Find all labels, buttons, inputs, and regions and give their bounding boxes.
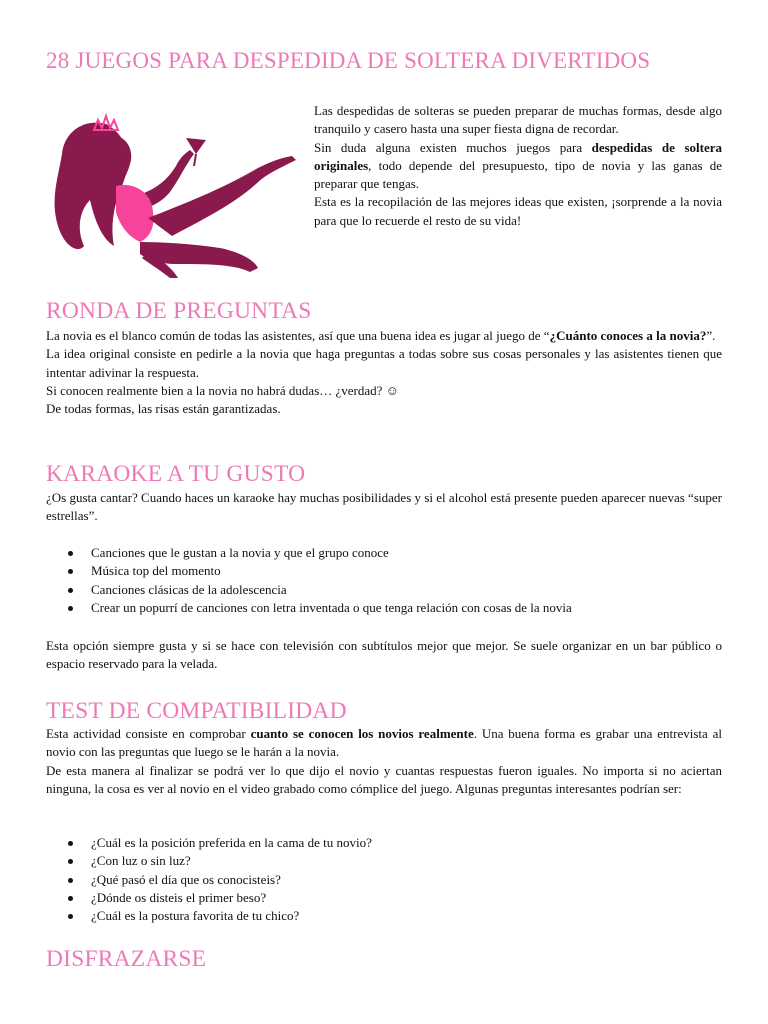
- test-questions-list: [46, 834, 722, 925]
- intro-text: [314, 102, 722, 230]
- list-item: Música top del momento: [46, 562, 722, 580]
- karaoke-list: [46, 544, 722, 617]
- section-heading-test: TEST DE COMPATIBILIDAD: [46, 698, 347, 724]
- section-heading-ronda: RONDA DE PREGUNTAS: [46, 298, 312, 324]
- list-item: ¿Qué pasó el día que os conocisteis?: [46, 871, 722, 889]
- text-run: ”.: [706, 328, 716, 343]
- bold-text: ¿Cuánto conoces a la novia?: [549, 328, 707, 343]
- paragraph: Esta opción siempre gusta y si se hace con televisión con subtítulos mejor que mejor. Se suele organizar en un bar público o espacio reservado para la velada.: [46, 638, 722, 672]
- intro-paragraph: Esta es la recopilación de las mejores ideas que existen, ¡sorprende a la novia para que lo recuerde el resto de su vida!: [314, 194, 722, 228]
- text-run: Sin duda alguna existen muchos juegos para: [314, 139, 592, 155]
- paragraph: De esta manera al finalizar se podrá ver lo que dijo el novio y cuantas respuestas fueron iguales. No importa si no aciertan ninguna, la cosa es ver al novio en el video grabado como cómplice del juego. Algunas preguntas interesantes podrían ser:: [46, 762, 722, 796]
- text-run: La novia es el blanco común de todas las asistentes, así que una buena idea es jugar al juego de “: [46, 328, 550, 343]
- intro-paragraph: [314, 139, 722, 194]
- list-item: ¿Cuál es la postura favorita de tu chico?: [46, 907, 722, 925]
- section-heading-karaoke: KARAOKE A TU GUSTO: [46, 461, 306, 487]
- section-body-test: [46, 725, 722, 798]
- section-body-ronda: [46, 327, 722, 418]
- page-title: 28 JUEGOS PARA DESPEDIDA DE SOLTERA DIVERTIDOS: [46, 48, 651, 73]
- paragraph: La idea original consiste en pedirle a la novia que haga preguntas a todas sobre sus cosas personales y las asistentes tienen que intentar adivinar la respuesta.: [46, 346, 722, 380]
- paragraph: Si conocen realmente bien a la novia no habrá dudas… ¿verdad? ☺: [46, 382, 399, 398]
- paragraph: [46, 327, 722, 345]
- text-run: , todo depende del presupuesto, tipo de novia y las ganas de preparar que tengas.: [314, 157, 722, 192]
- list-item: ¿Cuál es la posición preferida en la cama de tu novio?: [46, 834, 722, 852]
- text-run: . Una buena forma es grabar una entrevista al novio con las preguntas que luego se le harán a la novia.: [46, 726, 722, 760]
- bold-text: despedidas de soltera originales: [314, 139, 722, 173]
- list-item: Canciones que le gustan a la novia y que el grupo conoce: [46, 544, 722, 562]
- paragraph: ¿Os gusta cantar? Cuando haces un karaoke hay muchas posibilidades y si el alcohol está presente pueden aparecer nuevas “super estrellas”.: [46, 490, 722, 524]
- list-item: ¿Dónde os disteis el primer beso?: [46, 889, 722, 907]
- list-item: Crear un popurrí de canciones con letra inventada o que tenga relación con cosas de la novia: [46, 599, 722, 617]
- paragraph: [46, 725, 722, 762]
- list-item: Canciones clásicas de la adolescencia: [46, 581, 722, 599]
- intro-paragraph: Las despedidas de solteras se pueden preparar de muchas formas, desde algo tranquilo y casero hasta una super fiesta digna de recordar.: [314, 103, 722, 137]
- section-heading-disfrazarse: DISFRAZARSE: [46, 946, 207, 972]
- bold-text: cuanto se conocen los novios realmente: [250, 726, 474, 741]
- bride-silhouette-illustration: [44, 108, 306, 280]
- list-item: ¿Con luz o sin luz?: [46, 852, 722, 870]
- paragraph: De todas formas, las risas están garantizadas.: [46, 401, 281, 417]
- text-run: Esta actividad consiste en comprobar: [46, 726, 251, 741]
